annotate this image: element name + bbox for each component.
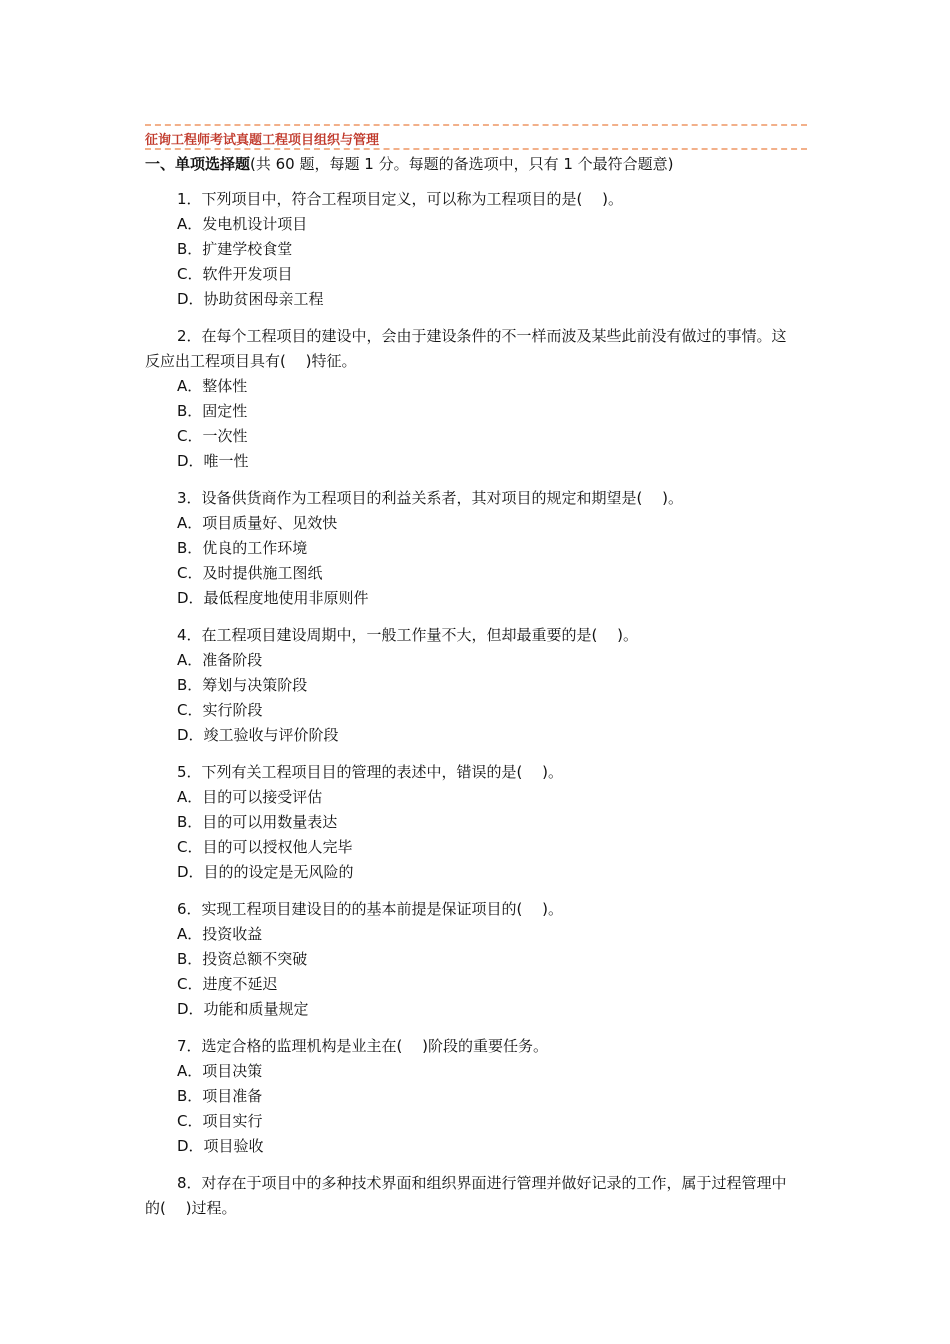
- question-item: [145, 187, 795, 312]
- answer-option: A．准备阶段: [177, 651, 263, 669]
- section-heading: [145, 153, 825, 175]
- question-stem: 8．对存在于项目中的多种技术界面和组织界面进行管理并做好记录的工作，属于过程管理中的( )过程。: [145, 1174, 787, 1217]
- answer-option: D．竣工验收与评价阶段: [177, 726, 339, 744]
- answer-option: B．目的可以用数量表达: [177, 813, 338, 831]
- answer-option: B．项目准备: [177, 1087, 263, 1105]
- section-heading-note: (共 60 题，每题 1 分。每题的备选项中，只有 1 个最符合题意): [250, 155, 674, 173]
- answer-option: D．项目验收: [177, 1137, 264, 1155]
- question-list: [145, 187, 795, 1233]
- answer-option: B．优良的工作环境: [177, 539, 308, 557]
- answer-option: A．整体性: [177, 377, 248, 395]
- top-dashed-divider: [145, 124, 807, 126]
- answer-option: C．一次性: [177, 427, 248, 445]
- answer-option: A．发电机设计项目: [177, 215, 308, 233]
- question-item: [145, 623, 795, 748]
- answer-option: B．固定性: [177, 402, 248, 420]
- answer-option: D．协助贫困母亲工程: [177, 290, 324, 308]
- question-stem: 5．下列有关工程项目目的管理的表述中，错误的是( )。: [177, 763, 564, 781]
- answer-option: C．软件开发项目: [177, 265, 293, 283]
- section-heading-label: 一、单项选择题: [145, 155, 251, 173]
- question-item: [145, 486, 795, 611]
- answer-option: B．筹划与决策阶段: [177, 676, 308, 694]
- answer-option: A．投资收益: [177, 925, 263, 943]
- question-stem: 2．在每个工程项目的建设中，会由于建设条件的不一样而波及某些此前没有做过的事情。这反应出工程项目具有( )特征。: [145, 327, 787, 370]
- answer-option: D．唯一性: [177, 452, 249, 470]
- answer-option: D．最低程度地使用非原则件: [177, 589, 369, 607]
- question-stem: 6．实现工程项目建设目的的基本前提是保证项目的( )。: [177, 900, 564, 918]
- answer-option: C．实行阶段: [177, 701, 263, 719]
- answer-option: C．项目实行: [177, 1112, 263, 1130]
- question-stem: 4．在工程项目建设周期中，一般工作量不大，但却最重要的是( )。: [177, 626, 639, 644]
- question-stem: 7．选定合格的监理机构是业主在( )阶段的重要任务。: [177, 1037, 549, 1055]
- answer-option: A．目的可以接受评估: [177, 788, 323, 806]
- question-item: [145, 897, 795, 1022]
- answer-option: B．扩建学校食堂: [177, 240, 293, 258]
- answer-option: C．进度不延迟: [177, 975, 278, 993]
- answer-option: A．项目决策: [177, 1062, 263, 1080]
- document-title: 征询工程师考试真题工程项目组织与管理: [145, 133, 380, 148]
- answer-option: C．目的可以授权他人完毕: [177, 838, 353, 856]
- answer-option: D．功能和质量规定: [177, 1000, 309, 1018]
- question-stem: 1．下列项目中，符合工程项目定义，可以称为工程项目的是( )。: [177, 190, 624, 208]
- question-item: [145, 1171, 795, 1221]
- answer-option: D．目的的设定是无风险的: [177, 863, 354, 881]
- question-item: [145, 760, 795, 885]
- answer-option: A．项目质量好、见效快: [177, 514, 338, 532]
- question-item: [145, 324, 795, 474]
- bottom-dashed-divider: [145, 148, 807, 150]
- question-stem: 3．设备供货商作为工程项目的利益关系者，其对项目的规定和期望是( )。: [177, 489, 684, 507]
- answer-option: B．投资总额不突破: [177, 950, 308, 968]
- question-item: [145, 1034, 795, 1159]
- answer-option: C．及时提供施工图纸: [177, 564, 323, 582]
